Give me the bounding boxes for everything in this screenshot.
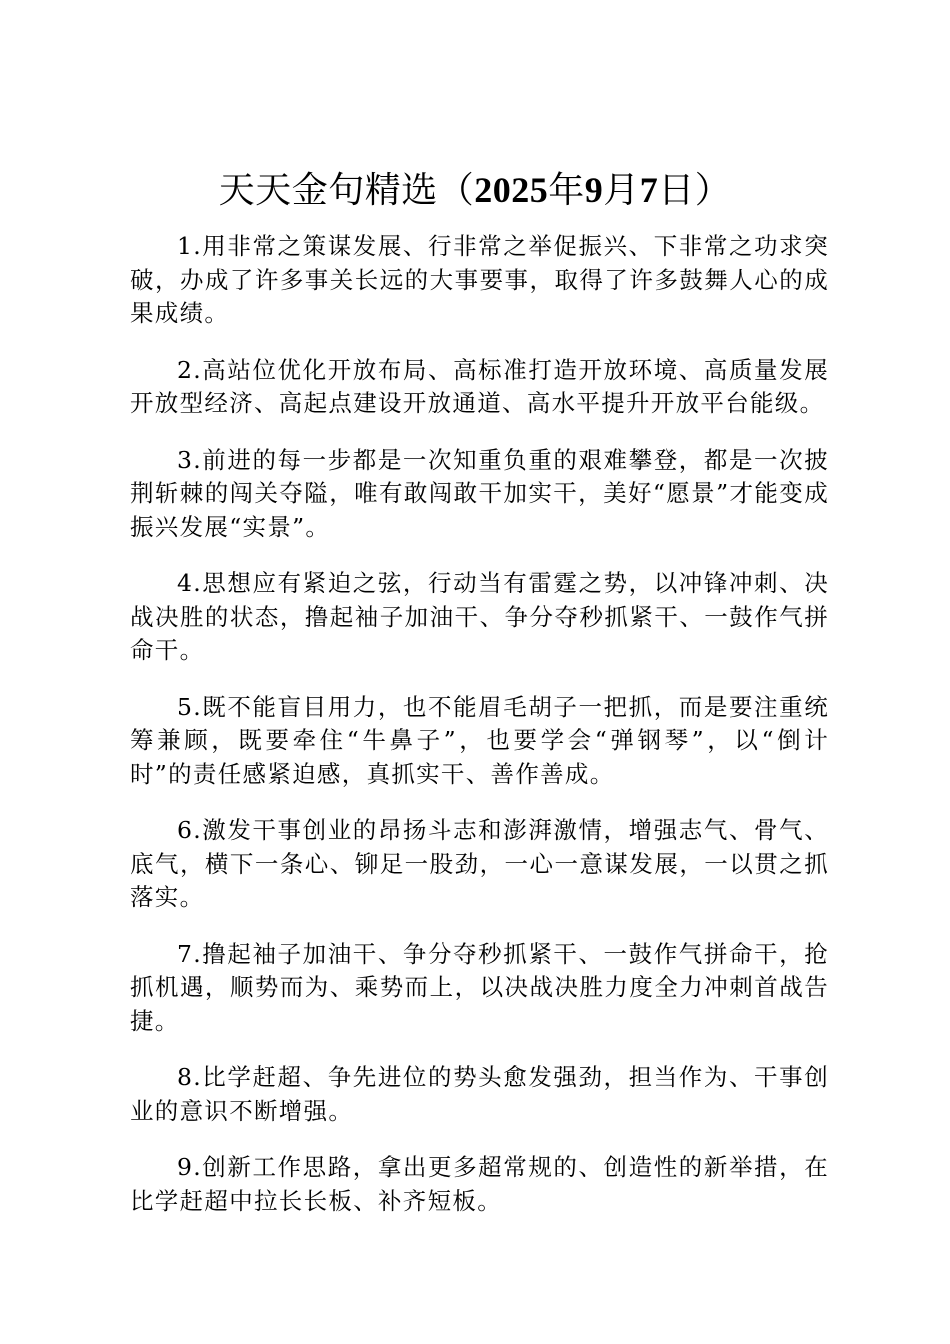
paragraph-9: 9.创新工作思路，拿出更多超常规的、创造性的新举措，在比学赶超中拉长长板、补齐短板。 bbox=[130, 1153, 829, 1215]
title-year: 2025 bbox=[474, 170, 549, 210]
title-day: 7 bbox=[639, 170, 659, 210]
paragraph-4: 4.思想应有紧迫之弦，行动当有雷霆之势，以冲锋冲刺、决战决胜的状态，撸起袖子加油干、争分夺秒抓紧干、一鼓作气拼命干。 bbox=[130, 569, 829, 664]
paragraph-8: 8.比学赶超、争先进位的势头愈发强劲，担当作为、干事创业的意识不断增强。 bbox=[130, 1063, 829, 1125]
paragraph-7: 7.撸起袖子加油干、争分夺秒抓紧干、一鼓作气拼命干，抢抓机遇，顺势而为、乘势而上，以决战决胜力度全力冲刺首战告捷。 bbox=[130, 939, 829, 1035]
title-month: 9 bbox=[584, 170, 604, 210]
paragraph-1: 1.用非常之策谋发展、行非常之举促振兴、下非常之功求突破，办成了许多事关长远的大事要事，取得了许多鼓舞人心的成果成绩。 bbox=[130, 232, 829, 327]
paragraph-6: 6.激发干事创业的昂扬斗志和澎湃激情，增强志气、骨气、底气，横下一条心、铆足一股劲，一心一意谋发展，一以贯之抓落实。 bbox=[130, 816, 829, 911]
title-yue: 月 bbox=[603, 170, 640, 210]
title-nian: 年 bbox=[548, 170, 585, 210]
paragraph-3: 3.前进的每一步都是一次知重负重的艰难攀登，都是一次披荆斩棘的闯关夺隘，唯有敢闯敢干加实干，美好“愿景”才能变成振兴发展“实景”。 bbox=[130, 445, 829, 541]
title-suffix: 日） bbox=[658, 170, 732, 210]
paragraph-2: 2.高站位优化开放布局、高标准打造开放环境、高质量发展开放型经济、高起点建设开放通道、高水平提升开放平台能级。 bbox=[130, 355, 829, 417]
title-prefix: 天天金句精选（ bbox=[218, 170, 475, 210]
page-title bbox=[0, 168, 950, 212]
paragraph-5: 5.既不能盲目用力，也不能眉毛胡子一把抓，而是要注重统筹兼顾，既要牵住“牛鼻子”，也要学会“弹钢琴”，以“倒计时”的责任感紧迫感，真抓实干、善作善成。 bbox=[130, 692, 829, 788]
document-body bbox=[130, 230, 829, 1241]
